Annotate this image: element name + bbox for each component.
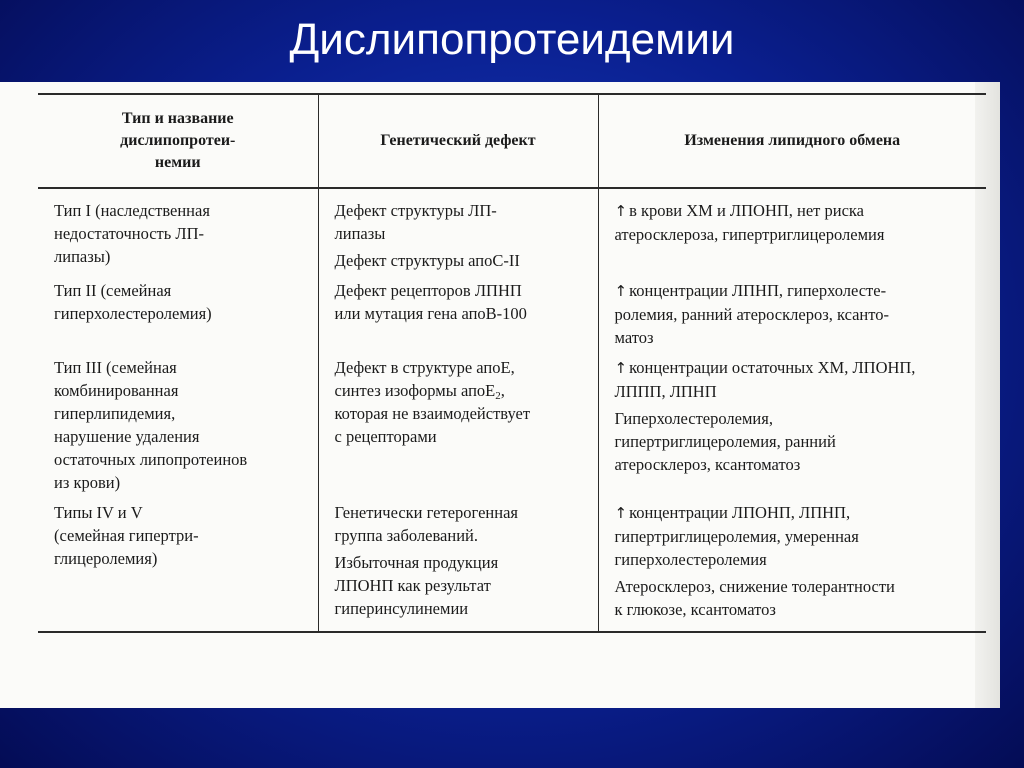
cell-line: гиперхолестеролемия): [54, 304, 212, 323]
cell-line: с рецепторами: [334, 427, 437, 446]
cell-changes: [598, 188, 986, 277]
cell-line: гипертриглицеролемия, умеренная: [614, 527, 859, 546]
cell-line: ЛППП, ЛПНП: [614, 382, 717, 401]
cell-line: в крови ХМ и ЛПОНП, нет риска: [629, 201, 865, 220]
header-lipid-changes: [598, 94, 986, 188]
increase-arrow-icon: ↑: [614, 282, 628, 300]
cell-changes: [598, 499, 986, 632]
cell-line: (семейная гипертри-: [54, 526, 199, 545]
cell-line: Тип III (семейная: [54, 358, 177, 377]
cell-line: остаточных липопротеинов: [54, 450, 248, 469]
table-row: [38, 499, 986, 632]
cell-defect: [318, 188, 598, 277]
table-row: [38, 354, 986, 499]
cell-changes: [598, 354, 986, 499]
cell-line: гиперхолестеролемия: [614, 550, 767, 569]
cell-defect: [318, 354, 598, 499]
subscript: 2: [495, 390, 501, 402]
header-genetic-defect: [318, 94, 598, 188]
header-type: [38, 94, 318, 188]
cell-line: Тип I (наследственная: [54, 201, 210, 220]
cell-type: [38, 188, 318, 277]
cell-defect: [318, 277, 598, 354]
cell-line: Дефект в структуре апоЕ,: [334, 358, 515, 377]
cell-line: Генетически гетерогенная: [334, 503, 518, 522]
dyslipoproteinemia-table: [38, 93, 986, 633]
cell-line: липазы: [334, 224, 386, 243]
cell-defect: [318, 499, 598, 632]
header-line: Изменения липидного обмена: [684, 132, 901, 149]
cell-line: комбинированная: [54, 381, 179, 400]
cell-line: глицеролемия): [54, 549, 158, 568]
cell-line: которая не взаимодействует: [334, 404, 531, 423]
cell-text: синтез изоформы апоЕ: [334, 381, 496, 400]
cell-changes: [598, 277, 986, 354]
cell-line: липазы): [54, 247, 111, 266]
table-row: [38, 277, 986, 354]
scanned-table-image: [0, 82, 1000, 708]
increase-arrow-icon: ↑: [614, 504, 628, 522]
cell-line: [335, 379, 588, 402]
cell-line: атеросклероз, ксантоматоз: [614, 455, 801, 474]
increase-arrow-icon: ↑: [614, 359, 628, 377]
cell-line: Избыточная продукция: [334, 553, 499, 572]
cell-text: ,: [500, 381, 505, 400]
table-header-row: [38, 94, 986, 188]
cell-line: концентрации ЛПНП, гиперхолесте-: [629, 281, 887, 300]
cell-line: ЛПОНП как результат: [334, 576, 491, 595]
cell-line: из крови): [54, 473, 121, 492]
cell-line: гиперинсулинемии: [334, 599, 469, 618]
cell-type: [38, 277, 318, 354]
header-line: дислипопротеи-: [120, 132, 236, 149]
cell-type: [38, 499, 318, 632]
cell-line: концентрации ЛПОНП, ЛПНП,: [629, 503, 851, 522]
cell-line: недостаточность ЛП-: [54, 224, 205, 243]
cell-line: Типы IV и V: [54, 503, 143, 522]
increase-arrow-icon: ↑: [614, 202, 628, 220]
cell-line: группа заболеваний.: [334, 526, 478, 545]
table-row: [38, 188, 986, 277]
cell-line: нарушение удаления: [54, 427, 200, 446]
header-line: Тип и название: [121, 110, 234, 127]
cell-line: Гиперхолестеролемия,: [614, 409, 773, 428]
cell-type: [38, 354, 318, 499]
cell-line: атеросклероза, гипертриглицеролемия: [614, 225, 885, 244]
slide-title: Дислипопротеидемии: [289, 15, 735, 64]
cell-line: гипертриглицеролемия, ранний: [614, 432, 836, 451]
cell-line: матоз: [614, 328, 654, 347]
cell-line: концентрации остаточных ХМ, ЛПОНП,: [629, 358, 916, 377]
cell-line: Атеросклероз, снижение толерантности: [614, 577, 895, 596]
cell-line: Тип II (семейная: [54, 281, 172, 300]
cell-line: ролемия, ранний атеросклероз, ксанто-: [614, 305, 889, 324]
header-line: немии: [154, 154, 201, 171]
cell-line: к глюкозе, ксантоматоз: [614, 600, 776, 619]
header-line: Генетический дефект: [380, 132, 536, 149]
cell-line: или мутация гена апоВ-100: [334, 304, 527, 323]
cell-line: гиперлипидемия,: [54, 404, 176, 423]
cell-line: Дефект структуры апоС-II: [334, 251, 520, 270]
cell-line: Дефект структуры ЛП-: [334, 201, 497, 220]
cell-line: Дефект рецепторов ЛПНП: [334, 281, 522, 300]
